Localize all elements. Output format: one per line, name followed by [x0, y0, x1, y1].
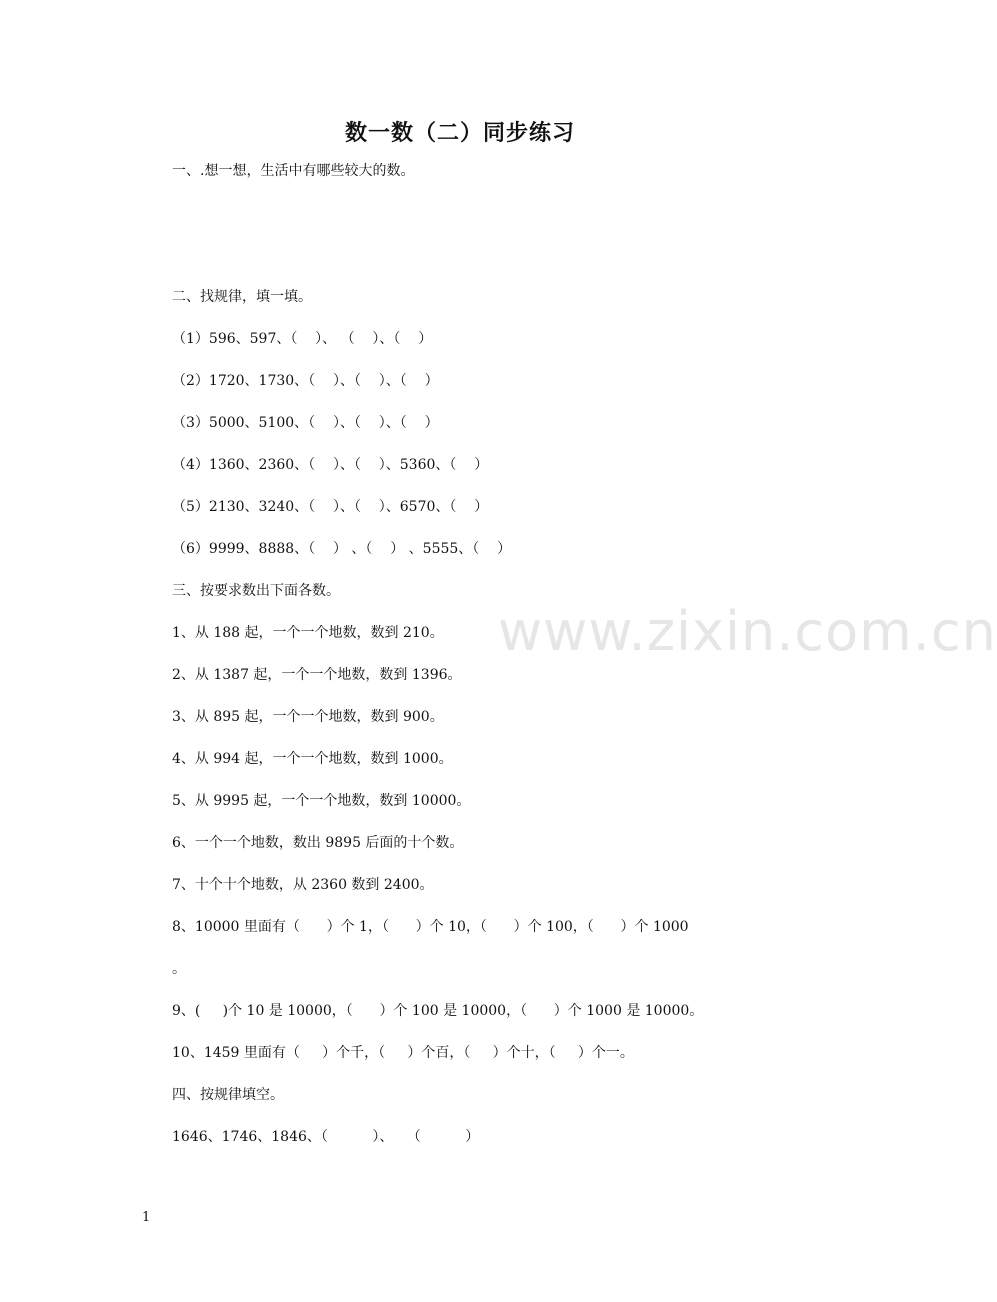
page-number: 1 [142, 1210, 151, 1225]
pattern-item-5: （5）2130、3240、（ ）、（ ）、6570、（ ） [172, 499, 489, 515]
pattern-item-6: （6）9999、8888、（ ） 、（ ） 、5555、（ ） [172, 541, 512, 557]
section-4-heading: 四、按规律填空。 [172, 1087, 284, 1103]
count-item-7: 7、十个十个地数，从 2360 数到 2400。 [172, 877, 434, 893]
count-item-8-tail: 。 [172, 961, 186, 977]
count-item-3: 3、从 895 起，一个一个地数，数到 900。 [172, 709, 444, 725]
section-3-heading: 三、按要求数出下面各数。 [172, 583, 340, 599]
watermark-text: www.zixin.com.cn [498, 600, 997, 663]
pattern-item-4: （4）1360、2360、（ ）、（ ）、5360、（ ） [172, 457, 489, 473]
count-item-1: 1、从 188 起，一个一个地数，数到 210。 [172, 625, 444, 641]
count-item-4: 4、从 994 起，一个一个地数，数到 1000。 [172, 751, 453, 767]
count-item-8: 8、10000 里面有（ ）个 1，（ ）个 10，（ ）个 100，（ ）个 1000 [172, 919, 689, 935]
section-2-heading: 二、找规律，填一填。 [172, 289, 312, 305]
count-item-10: 10、1459 里面有（ ）个千，（ ）个百，（ ）个十，（ ）个一。 [172, 1045, 634, 1061]
pattern-item-2: （2）1720、1730、（ ）、（ ）、（ ） [172, 373, 439, 389]
count-item-2: 2、从 1387 起，一个一个地数，数到 1396。 [172, 667, 462, 683]
fill-pattern-item: 1646、1746、1846、（ ）、 （ ） [172, 1129, 480, 1145]
pattern-item-3: （3）5000、5100、（ ）、（ ）、（ ） [172, 415, 439, 431]
count-item-9: 9、( )个 10 是 10000，（ ）个 100 是 10000，（ ）个 1000 是 10000。 [172, 1003, 704, 1019]
question-1-prompt: 一、.想一想，生活中有哪些较大的数。 [172, 163, 415, 179]
pattern-item-1: （1）596、597、（ ）、 （ ）、（ ） [172, 331, 433, 347]
count-item-6: 6、一个一个地数，数出 9895 后面的十个数。 [172, 835, 464, 851]
page-title: 数一数（二）同步练习 [344, 120, 575, 146]
count-item-5: 5、从 9995 起，一个一个地数，数到 10000。 [172, 793, 471, 809]
